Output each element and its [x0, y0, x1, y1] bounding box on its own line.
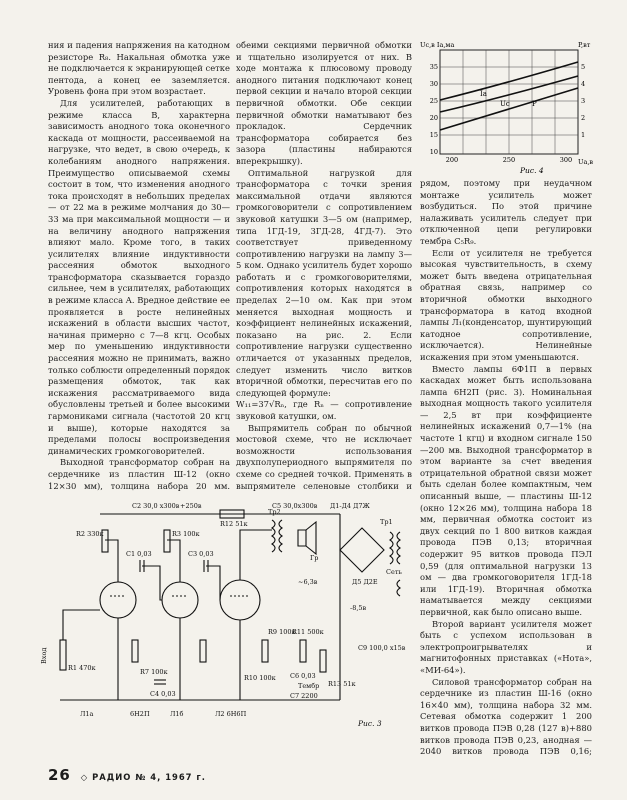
- paragraph: Вместо лампы 6Ф1П в первых каскадах может быть использована лампа 6Н2П (рис. 3). Номинальная выходная мощность такого усилителя — 2,5 вт при коэффициенте нелинейных искажений 0,7—1% (на частоте 1 кгц) и входном сигнале 150—200 мв. Выходной трансформатор в этом варианте за счет введения отрицательной обратной связи может быть сделан более компактным, чем описанный выше, — пластины Ш-12 (окно 12×26 мм), толщина набора 18 мм, первичная обмотка состоит из двух секций по 1 800 витков каждая провода ПЭВ 0,13; вторичная содержит 95 витков провода ПЭЛ 0,59 (для оптимальной нагрузки 13 ом — два громкоговорителя 1ГД-18 или 1ГД-19). Вторичная обмотка наматывается между секциями первичной, как было описано выше.: [420, 363, 592, 617]
- schematic-label: -8,5в: [350, 604, 367, 612]
- paragraph: Выходной трансформатор собран на сердечнике из пластин Ш-12 (окно 12×30 мм), толщина набора 20 мм.: [48, 457, 230, 491]
- curve-label: Uc: [500, 100, 510, 108]
- schematic-label: R10 100к: [244, 674, 276, 682]
- y-right-tick: 3: [581, 97, 586, 105]
- y-tick: 10: [429, 148, 438, 156]
- schematic-label: C2 30,0 x300в: [132, 502, 180, 510]
- paragraph: рядом, поэтому при неудачном монтаже усилитель может возбудиться. По этой причине налаживать усилитель следует при отключенной цепи регулировки тембра C₅R₉.: [420, 178, 592, 246]
- figure-3-schematic: [40, 500, 418, 732]
- y-right-tick: 1: [581, 131, 586, 139]
- figure-4-graph: [420, 40, 598, 176]
- curve-label: P: [532, 100, 537, 108]
- schematic-label: Тембр: [298, 682, 320, 690]
- y-right-tick: 4: [581, 80, 586, 88]
- schematic-label: Д1-Д4 Д7Ж: [330, 502, 370, 510]
- page-footer: [48, 766, 206, 784]
- schematic-label: R12 51к: [220, 520, 248, 528]
- schematic-label: R2 330к: [76, 530, 104, 538]
- text-column-1: [48, 40, 230, 492]
- schematic-label: C4 0,03: [150, 690, 176, 698]
- schematic-label: Л2 6Н6П: [215, 710, 247, 718]
- paragraph: обеими секциями первичной обмотки и тщательно изолируется от них. В ходе монтажа к плюсовому проводу анодного питания подключают конец первой секции и начало второй секции первичной обмотки. Обе секции первичной обмотки наматывают без прокладок. Сердечник трансформатора собирается без зазора (пластины набираются вперекрышку).: [236, 40, 412, 166]
- x-tick: 200: [445, 156, 459, 164]
- paragraph: Оптимальной нагрузкой для трансформатора с точки зрения максимальной отдачи являются громкоговорители с сопротивлением звуковой катушки 3—5 ом (например, типа 1ГД-19, 3ГД-28, 4ГД-7). Это соответствует приведенному сопротивлению нагрузки на лампу 3—5 ком. Однако усилитель будет хорошо работать и с громкоговорителями, сопротивления которых находятся в пределах 2—10 ом. Как при этом меняется выходная мощность и коэффициент нелинейных искажений, показано на рис. 2. Если сопротивление нагрузки существенно отличается от указанных пределов, следует изменить число витков вторичной обмотки, пересчитав его по следующей формуле:: [236, 167, 412, 398]
- paragraph: Если от усилителя не требуется высокая чувствительность, в схему может быть введена отрицательная обратная связь, например со вторичной обмотки выходного трансформатора в катод входной лампы Л₁(конденсатор, шунтирующий катодное сопротивление, исключается). Нелинейные искажения при этом уменьшаются.: [420, 247, 592, 362]
- x-tick: 250: [502, 156, 516, 164]
- text-column-3: [420, 178, 592, 758]
- schematic-label: Д5 Д2Е: [352, 578, 378, 586]
- schematic-label: Л1а: [80, 710, 94, 718]
- x-label: Uа,в: [578, 158, 594, 166]
- formula: W₁₁=37√Rₙ, где Rₙ — сопротивление звуковой катушки, ом.: [236, 399, 412, 421]
- schematic-label: Тр1: [380, 518, 393, 526]
- schematic-label: R9 100к: [268, 628, 296, 636]
- schematic-label: R7 100к: [140, 668, 168, 676]
- figure-caption: Рис. 3: [358, 719, 382, 728]
- schematic-label: Вход: [40, 647, 48, 664]
- y-right-label: P,вт: [578, 41, 591, 49]
- figure-caption: Рис. 4: [520, 166, 544, 175]
- paragraph: Выпрямитель собран по обычной мостовой схеме, что не исключает возможности использования двухполупериодного выпрямителя по схеме со средней точкой. Применять в выпрямителе селеновые столбики и: [236, 422, 412, 491]
- schematic-label: ~6,3в: [298, 578, 318, 586]
- y-right-tick: 2: [581, 114, 586, 122]
- schematic-label: R13 51к: [328, 680, 356, 688]
- schematic-label: Л1б: [170, 710, 184, 718]
- y-tick: 20: [429, 114, 438, 122]
- paragraph: Для усилителей, работающих в режиме класса B, характерна зависимость анодного тока оконечного каскада от мощности, рассеиваемой на нагрузке, что ведет, в свою очередь, к колебаниям анодного напряжения. Преимущество описываемой схемы состоит в том, что изменения анодного тока происходят в небольших пределах — от 22 ма в режиме молчания до 30—33 ма при максимальной мощности — и на величину анодного напряжения влияют мало. Кроме того, в таких усилителях влияние индуктивности рассеяния обмоток выходного трансформатора сказывается гораздо сильнее, чем в усилителях, работающих в режиме класса A. Вредное действие ее проявляется в росте нелинейных искажений в области высших частот, начиная примерно с 7—8 кгц. Особых мер по уменьшению индуктивности рассеяния можно не принимать, важно только соблюсти определенный порядок размещения обмоток, так как искажения рассматриваемого вида обусловлены третьей и более высокими гармониками сигнала (частотой 20 кгц и выше), которые находятся за пределами полосы воспроизведения динамических громкоговорителей.: [48, 97, 230, 456]
- y-right-tick: 5: [581, 63, 586, 71]
- y-tick: 25: [429, 97, 438, 105]
- schematic-label: C5 30,0x300в: [272, 502, 318, 510]
- schematic-label: C6 0,03: [290, 672, 316, 680]
- schematic-label: 6Н2П: [130, 710, 150, 718]
- y-tick: 35: [429, 63, 438, 71]
- paragraph: Второй вариант усилителя может быть с успехом использован в электропроигрывателях и магнитофонных приставках («Нота», «МИ-64»).: [420, 618, 592, 675]
- schematic-label: С1 0,03: [126, 550, 152, 558]
- text-column-2: [236, 40, 412, 492]
- schematic-label: R1 470к: [68, 664, 96, 672]
- schematic-label: Сеть: [386, 568, 402, 576]
- schematic-label: R3 100к: [172, 530, 200, 538]
- schematic-label: C7 2200: [290, 692, 318, 700]
- paragraph: Силовой трансформатор собран на сердечнике из пластин Ш-16 (окно 16×40 мм), толщина набора 32 мм. Сетевая обмотка содержит 1 200 витков провода ПЭВ 0,28 (127 в)+880 витков провода ПЭВ 0,23, анодная — 2040 витков провода ПЭВ 0,16;: [420, 676, 592, 757]
- page-number: 26: [48, 766, 71, 784]
- y-tick: 30: [429, 80, 438, 88]
- footer-text: ◇ РАДИО № 4, 1967 г.: [80, 772, 206, 782]
- curve-label: Iа: [480, 90, 487, 98]
- schematic-label: C9 100,0 x15в: [358, 644, 406, 652]
- schematic-label: +250в: [180, 502, 202, 510]
- schematic-label: Гр: [310, 554, 319, 562]
- paragraph: ния и падения напряжения на катодном резисторе R₈. Накальная обмотка уже не подключается к экранирующей сетке пентода, а конец ее заземляется. Уровень фона при этом возрастает.: [48, 40, 230, 97]
- x-tick: 300: [559, 156, 573, 164]
- schematic-label: Тр2: [268, 508, 281, 516]
- y-left-label: Uc,в Iа,ма: [420, 41, 455, 49]
- schematic-label: R11 500к: [292, 628, 324, 636]
- y-tick: 15: [429, 131, 438, 139]
- schematic-label: С3 0,03: [188, 550, 214, 558]
